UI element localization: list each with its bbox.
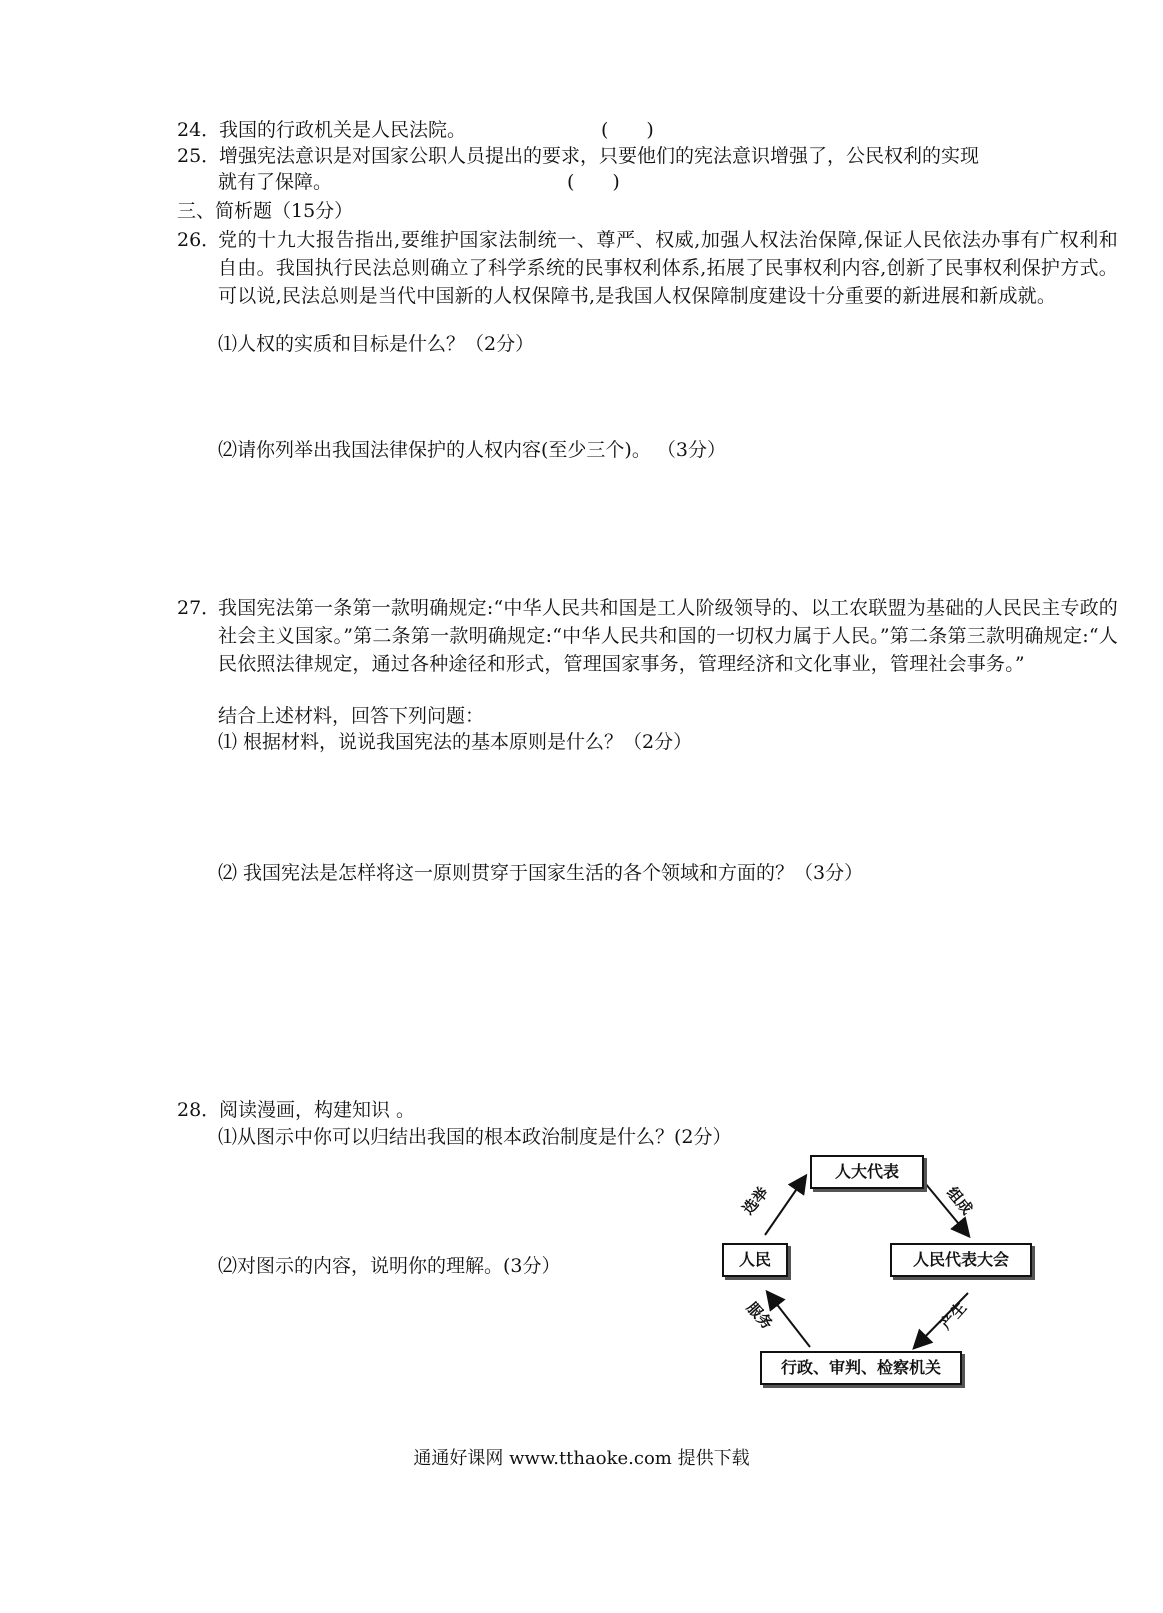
question-text: 就有了保障。 [218,171,333,193]
question-number: 26． [177,229,221,251]
question-28-title [177,1097,415,1123]
question-number: 25． [177,145,221,167]
question-text: 增强宪法意识是对国家公职人员提出的要求，只要他们的宪法意识增强了，公民权利的实现 [219,145,980,167]
question-27-prompt: 结合上述材料，回答下列问题： [218,705,485,727]
question-28-sub1: ⑴从图示中你可以归结出我国的根本政治制度是什么？(2分） [218,1126,732,1148]
box-congress: 人民代表大会 [890,1243,1032,1277]
question-27-material: 我国宪法第一条第一款明确规定:“中华人民共和国是工人阶级领导的、以工农联盟为基础的人民民主专政的社会主义国家。”第二条第一款明确规定:“中华人民共和国的一切权力属于人民。”第二条第三款明确规定:“人民依照法律规定，通过各种途径和形式，管理国家事务，管理经济和文化事业，管理社会事务。” [218,597,1118,675]
question-number: 28． [177,1099,221,1121]
question-28-sub2: ⑵对图示的内容，说明你的理解。(3分） [218,1255,561,1277]
question-27-sub2: ⑵ 我国宪法是怎样将这一原则贯穿于国家生活的各个领域和方面的？（3分） [218,862,864,884]
arrow-people-to-deputies [765,1177,805,1235]
question-24 [177,117,654,143]
question-text: 我国的行政机关是人民法院。 [219,119,467,141]
question-26-sub2: ⑵请你列举出我国法律保护的人权内容(至少三个)。 （3分） [218,439,726,461]
question-number: 24． [177,119,221,141]
question-26-sub1: ⑴人权的实质和目标是什么？（2分） [218,333,535,355]
box-deputies: 人大代表 [810,1155,924,1189]
question-27-sub1: ⑴ 根据材料，说说我国宪法的基本原则是什么？（2分） [218,731,693,753]
answer-parentheses: ( ) [567,171,620,193]
box-state-organs: 行政、审判、检察机关 [760,1351,962,1385]
label-produce: 产生 [936,1298,971,1334]
question-number: 27． [177,597,221,619]
answer-parentheses: ( ) [601,119,654,141]
question-25-line1 [177,143,979,169]
label-serve: 服务 [742,1298,777,1334]
question-25-line2 [218,169,620,195]
footer-text: 通通好课网 www.tthaoke.com 提供下载 [413,1448,750,1469]
political-system-diagram [720,1155,1060,1415]
section-title: 三、简析题（15分） [177,200,354,222]
label-compose: 组成 [943,1183,977,1219]
box-people: 人民 [722,1243,788,1277]
label-elect: 选举 [738,1183,772,1219]
question-text: 阅读漫画，构建知识 。 [219,1099,416,1121]
question-26-material: 党的十九大报告指出,要维护国家法制统一、尊严、权威,加强人权法治保障,保证人民依法办事有广权利和自由。我国执行民法总则确立了科学系统的民事权利体系,拓展了民事权利内容,创新了民事权利保护方式。可以说,民法总则是当代中国新的人权保障书,是我国人权保障制度建设十分重要的新进展和新成就。 [218,229,1118,307]
